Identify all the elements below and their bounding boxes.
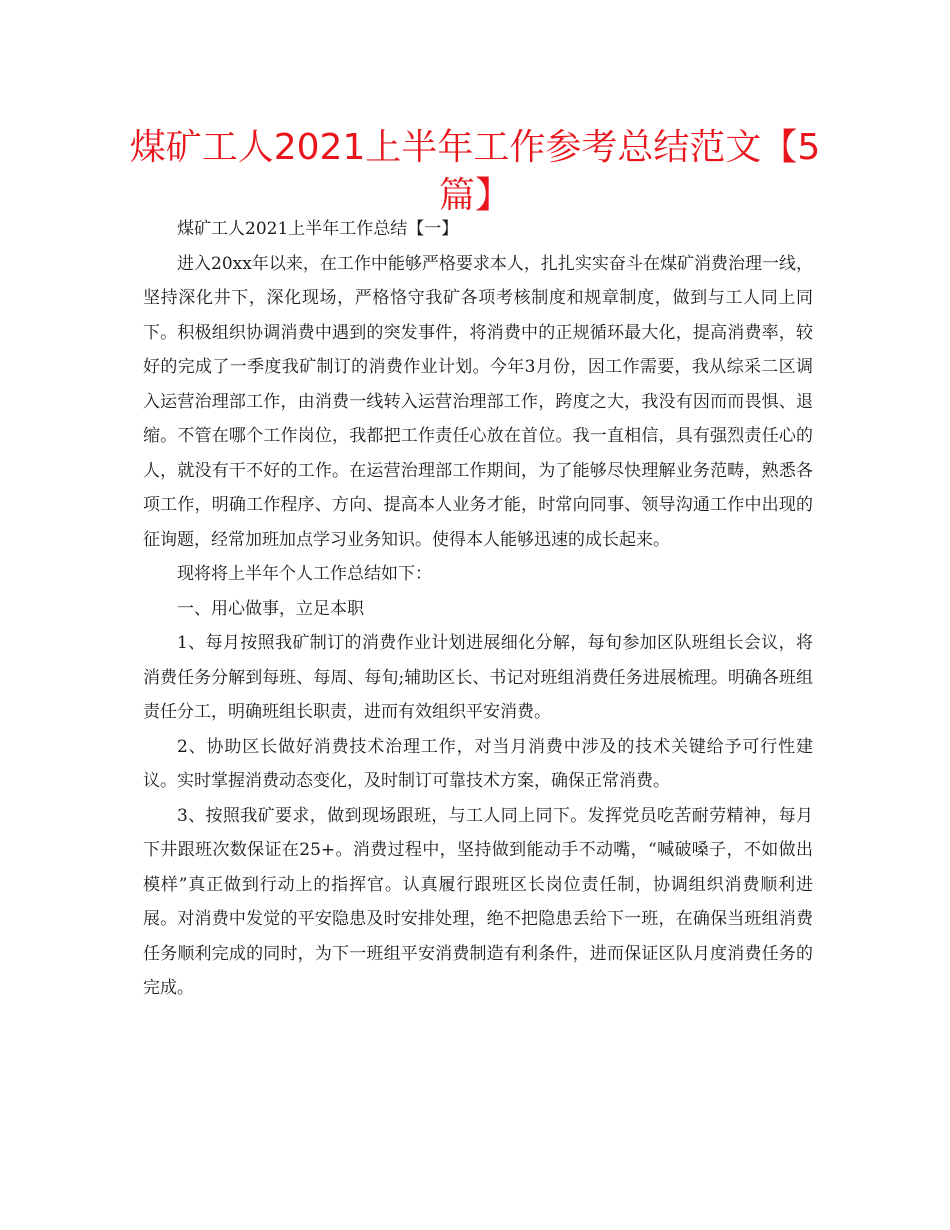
body-paragraph: 2、协助区长做好消费技术治理工作，对当月消费中涉及的技术关键给予可行性建议。实时掌握消费动态变化，及时制订可靠技术方案，确保正常消费。 — [143, 736, 813, 791]
section-heading: 煤矿工人2021上半年工作总结【一】 — [177, 219, 459, 239]
body-paragraph: 进入20xx年以来，在工作中能够严格要求本人，扎扎实实奋斗在煤矿消费治理一线，坚持深化井下，深化现场，严格恪守我矿各项考核制度和规章制度，做到与工人同上同下。积极组织协调消费中遇到的突发事件，将消费中的正规循环最大化，提高消费率，较好的完成了一季度我矿制订的消费作业计划。今年3月份，因工作需要，我从综采二区调入运营治理部工作，由消费一线转入运营治理部工作，跨度之大，我没有因而而畏惧、退缩。不管在哪个工作岗位，我都把工作责任心放在首位。我一直相信，具有强烈责任心的人，就没有干不好的工作。在运营治理部工作期间，为了能够尽快理解业务范畴，熟悉各项工作，明确工作程序、方向、提高本人业务才能，时常向同事、领导沟通工作中出现的征询题，经常加班加点学习业务知识。使得本人能够迅速的成长起来。 — [143, 253, 813, 550]
body-paragraph: 现将将上半年个人工作总结如下： — [177, 564, 432, 584]
document-title: 煤矿工人2021上半年工作参考总结范文【5篇】 — [129, 127, 821, 216]
section-subheading: 一、用心做事，立足本职 — [177, 598, 364, 619]
body-paragraph: 1、每月按照我矿制订的消费作业计划进展细化分解，每旬参加区队班组长会议，将消费任务分解到每班、每周、每旬;辅助区长、书记对班组消费任务进展梳理。明确各班组责任分工，明确班组长职责，进而有效组织平安消费。 — [143, 633, 813, 722]
body-paragraph: 3、按照我矿要求，做到现场跟班，与工人同上同下。发挥党员吃苦耐劳精神，每月下井跟班次数保证在25+。消费过程中，坚持做到能动手不动嘴，“喊破嗓子，不如做出模样”真正做到行动上的指挥官。认真履行跟班区长岗位责任制，协调组织消费顺利进展。对消费中发觉的平安隐患及时安排处理，绝不把隐患丢给下一班，在确保当班组消费任务顺利完成的同时，为下一班组平安消费制造有利条件，进而保证区队月度消费任务的完成。 — [143, 805, 813, 998]
document-body — [143, 212, 813, 1006]
